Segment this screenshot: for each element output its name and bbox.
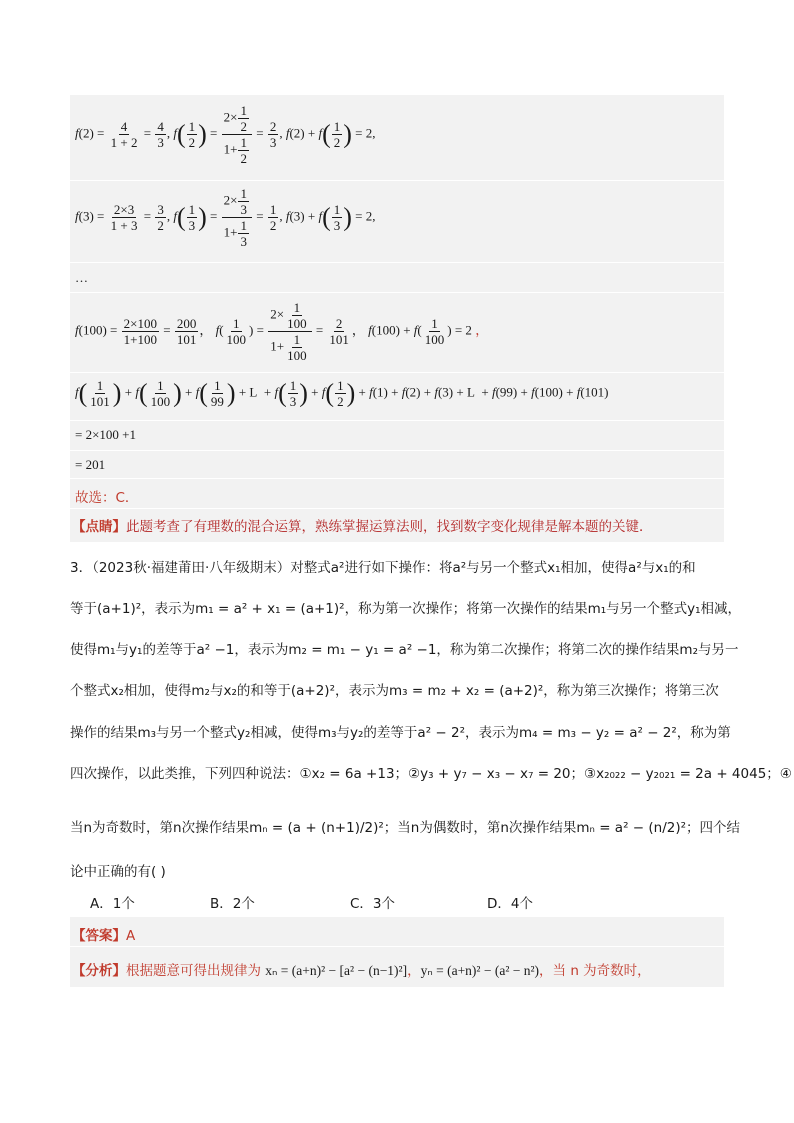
option-a: A．1个 bbox=[90, 896, 135, 912]
dianjing bbox=[72, 515, 653, 535]
dianjing-text: 此题考查了有理数的混合运算，熟练掌握运算法则，找到数字变化规律是解本题的关键． bbox=[126, 519, 653, 535]
formula-line-sum: f( $\frac{1}{101}$ ) + f( $\frac{1}{100}$ ) + f( $\frac{1}{99}$ ) + L + f( $\frac{1}{3}$ ) + f( $\frac{1}{2}$ ) + f(1) + f(2) + f(3) + L + f(99) + f(100) + f(101) bbox=[75, 378, 609, 409]
row-separator bbox=[70, 450, 724, 451]
answer-label: 【答案】 bbox=[72, 928, 126, 944]
analysis-line bbox=[72, 959, 651, 979]
row-separator bbox=[70, 508, 724, 509]
analysis-text-before: 根据题意可得出规律为 bbox=[126, 963, 266, 979]
option-d: D．4个 bbox=[487, 896, 533, 912]
analysis-formula-x: xₙ = (a+n)² − [a² − (n−1)²] bbox=[265, 963, 408, 978]
row-separator bbox=[70, 420, 724, 421]
analysis-text-after: ，当 n 为奇数时， bbox=[539, 963, 651, 979]
dianjing-label: 【点睛】 bbox=[72, 519, 126, 535]
question3-line4: 个整式x₂相加，使得m₂与x₂的和等于(a+2)²，表示为m₃ = m₂ + x₂ = (a+2)²，称为第三次操作；将第三次 bbox=[70, 683, 719, 699]
question3-line8: 论中正确的有( ) bbox=[70, 864, 166, 880]
question3-line2: 等于(a+1)²，表示为m₁ = a² + x₁ = (a+1)²，称为第一次操作；将第一次操作的结果m₁与另一个整式y₁相减， bbox=[70, 601, 742, 617]
analysis-label: 【分析】 bbox=[72, 963, 126, 979]
formula-line-f3: f(3) = $\frac{2\times 3}{1 + 3}$ = $\frac{3}{2}$ , f( $\frac{1}{3}$ ) = 2× $\frac{1}{3}$ 1+ $\frac{1}{3}$ = $\frac{1}{2}$ , f(3) + f( $\frac{1}{3}$ ) = 2, bbox=[75, 186, 376, 249]
question3-line3: 使得m₁与y₁的差等于a² −1，表示为m₂ = m₁ − y₁ = a² −1，称为第二次操作；将第二次的操作结果m₂与另一 bbox=[70, 642, 739, 658]
answer-line bbox=[72, 924, 135, 944]
analysis-sep: ， bbox=[407, 963, 421, 979]
formula-line-f100: f(100) = $\frac{2\times 100}{1+100}$ = $\frac{200}{101}$ ， f( $\frac{1}{100}$ ) = 2× $\frac{1}{100}$ 1+ $\frac{1}{100}$ = $\frac{2}{101}$ ， f(100) + f( $\frac{1}{100}$ ) = 2 ， bbox=[75, 300, 489, 363]
formula-line-result2: = 201 bbox=[75, 457, 106, 472]
formula-line-f2: f(2) = $\frac{4}{1 + 2}$ = $\frac{4}{3}$ , f( $\frac{1}{2}$ ) = 2× $\frac{1}{2}$ 1+ $\frac{1}{2}$ = $\frac{2}{3}$ , f(2) + f( $\frac{1}{2}$ ) = 2, bbox=[75, 103, 376, 166]
row-separator bbox=[70, 372, 724, 373]
ellipsis: … bbox=[75, 270, 88, 285]
row-separator bbox=[70, 478, 724, 479]
choice-text: 故选：C． bbox=[75, 490, 139, 506]
answer-value: A bbox=[126, 928, 136, 944]
question3-line5: 操作的结果m₃与另一个整式y₂相减，使得m₃与y₂的差等于a² − 2²，表示为m₄ = m₃ − y₂ = a² − 2²，称为第 bbox=[70, 725, 731, 741]
option-c: C．3个 bbox=[350, 896, 396, 912]
row-separator bbox=[70, 262, 724, 263]
row-separator bbox=[70, 292, 724, 293]
option-b: B．2个 bbox=[210, 896, 255, 912]
formula-line-result1: = 2×100 +1 bbox=[75, 427, 136, 442]
question3-line1: 3．（2023秋·福建莆田·八年级期末）对整式a²进行如下操作：将a²与另一个整式x₁相加，使得a²与x₁的和 bbox=[70, 560, 696, 576]
question3-line6: 四次操作，以此类推，下列四种说法：①x₂ = 6a +13；②y₃ + y₇ − x₃ − x₇ = 20；③x₂₀₂₂ − y₂₀₂₁ = 2a + 4045；④ bbox=[70, 766, 792, 782]
row-separator bbox=[70, 180, 724, 181]
row-separator bbox=[70, 946, 724, 947]
question3-line7: 当n为奇数时，第n次操作结果mₙ = (a + (n+1)/2)²；当n为偶数时，第n次操作结果mₙ = a² − (n/2)²；四个结 bbox=[70, 820, 741, 836]
analysis-formula-y: yₙ = (a+n)² − (a² − n²) bbox=[420, 963, 540, 978]
